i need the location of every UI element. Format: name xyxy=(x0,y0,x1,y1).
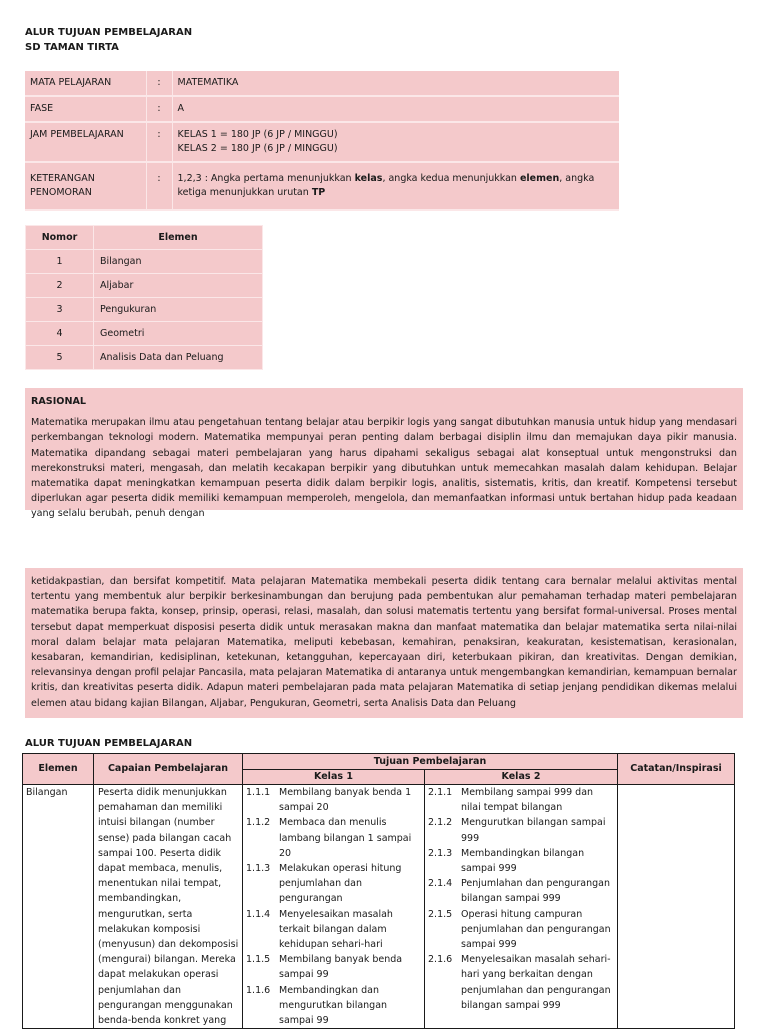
tp-text: Menyelesaikan masalah sehari-hari yang berkaitan dengan penjumlahan dan pengurangan bilangan sampai 999 xyxy=(461,954,611,1011)
table-row xyxy=(26,346,263,370)
hours-kelas-2: KELAS 2 = 180 JP (6 JP / MINGGU) xyxy=(177,143,338,154)
tp-text: Membilang banyak benda 1 sampai 20 xyxy=(279,787,412,814)
col-header-capaian: Capaian Pembelajaran xyxy=(94,754,243,785)
tp-text: Membandingkan bilangan sampai 999 xyxy=(461,847,585,875)
element-name: Pengukuran xyxy=(94,298,263,322)
numbering-tp: TP xyxy=(311,187,326,198)
tp-text: Membandingkan dan mengurutkan bilangan sampai 99 xyxy=(279,984,388,1027)
tp-number: 1.1.2 xyxy=(246,817,271,829)
tp-text: Membilang banyak benda sampai 99 xyxy=(279,954,403,981)
school-name: SD TAMAN TIRTA xyxy=(25,42,119,53)
list-item xyxy=(428,952,614,1013)
table-row xyxy=(26,250,263,274)
list-item xyxy=(428,846,614,876)
table-row xyxy=(26,298,263,322)
tp-number: 2.1.5 xyxy=(428,908,453,920)
tp-text: Penjumlahan dan pengurangan bilangan sampai 999 xyxy=(461,878,610,905)
col-header-catatan: Catatan/Inspirasi xyxy=(618,754,735,785)
document-header xyxy=(25,25,192,55)
atp-table xyxy=(22,753,735,1029)
element-name: Analisis Data dan Peluang xyxy=(94,346,263,370)
info-row-numbering xyxy=(25,162,619,210)
tp-text: Operasi hitung campuran penjumlahan dan pengurangan sampai 999 xyxy=(461,908,611,951)
atp-title: ALUR TUJUAN PEMBELAJARAN xyxy=(25,738,193,749)
info-row-subject xyxy=(25,71,619,96)
element-name: Geometri xyxy=(94,322,263,346)
tp-number: 2.1.6 xyxy=(428,954,453,966)
element-name: Bilangan xyxy=(94,250,263,274)
rasional-title: RASIONAL xyxy=(31,396,87,407)
element-number: 5 xyxy=(26,346,94,370)
tp-number: 1.1.6 xyxy=(246,984,271,996)
hours-kelas-1: KELAS 1 = 180 JP (6 JP / MINGGU) xyxy=(177,129,338,140)
list-item xyxy=(428,785,614,815)
info-value: A xyxy=(172,96,619,122)
info-label: KETERANGAN PENOMORAN xyxy=(25,162,146,210)
tp-text: Membaca dan menulis lambang bilangan 1 sampai 20 xyxy=(279,817,412,859)
info-label: JAM PEMBELAJARAN xyxy=(25,122,146,162)
element-number: 4 xyxy=(26,322,94,346)
list-item xyxy=(246,861,421,907)
element-number: 3 xyxy=(26,298,94,322)
tp-text: Menyelesaikan masalah terkait bilangan dalam kehidupan sehari-hari xyxy=(279,908,393,951)
col-header-nomor: Nomor xyxy=(26,226,94,250)
info-value xyxy=(172,122,619,162)
numbering-text: , angka kedua menunjukkan xyxy=(382,173,520,184)
info-row-hours xyxy=(25,122,619,162)
atp-catatan-cell xyxy=(618,785,735,1029)
col-header-kelas-1: Kelas 1 xyxy=(243,769,425,785)
list-item xyxy=(246,952,421,982)
list-item xyxy=(428,907,614,953)
rasional-continuation xyxy=(25,568,743,718)
atp-kelas-2-cell xyxy=(425,785,618,1029)
document-title: ALUR TUJUAN PEMBELAJARAN xyxy=(25,27,193,38)
table-row xyxy=(26,322,263,346)
col-header-kelas-2: Kelas 2 xyxy=(425,769,618,785)
tp-number: 1.1.4 xyxy=(246,908,271,920)
list-item xyxy=(246,983,421,1029)
element-name: Aljabar xyxy=(94,274,263,298)
col-header-tujuan: Tujuan Pembelajaran xyxy=(243,754,618,770)
atp-kelas-1-cell xyxy=(243,785,425,1029)
info-row-phase xyxy=(25,96,619,122)
info-separator: : xyxy=(146,162,172,210)
numbering-digits: 1,2,3 xyxy=(177,173,202,184)
list-item xyxy=(246,907,421,953)
elements-table xyxy=(25,225,263,370)
col-header-elemen: Elemen xyxy=(94,226,263,250)
tp-number: 1.1.1 xyxy=(246,787,271,798)
info-label: FASE xyxy=(25,96,146,122)
rasional-paragraph-part1: Matematika merupakan ilmu atau pengetahuan tentang belajar atau berpikir logis yang sangat dibutuhkan manusia untuk hidup yang mendasari perkembangan teknologi modern. Matematika mempunyai peran penting dalam berbagai disiplin ilmu dan memajukan daya pikir manusia. Matematika dipandang sebagai materi pembelajaran yang harus dipahami sekaligus sebagai alat konseptual untuk mengonstruksi dan merekonstruksi materi, mengasah, dan melatih kecakapan berpikir yang dibutuhkan untuk memecahkan masalah dalam kehidupan. Belajar matematika dapat meningkatkan kemampuan peserta didik dalam berpikir logis, analitis, sistematis, kritis, dan kreatif. Kompetensi tersebut diperlukan agar peserta didik memiliki kemampuan memperoleh, mengelola, dan memanfaatkan informasi untuk bertahan hidup pada keadaan yang selalu berubah, penuh dengan xyxy=(31,417,737,520)
tp-number: 1.1.5 xyxy=(246,954,271,966)
info-value: MATEMATIKA xyxy=(172,71,619,96)
info-separator: : xyxy=(146,122,172,162)
numbering-text: , angka ketiga menunjukkan urutan xyxy=(177,173,595,198)
atp-header-row xyxy=(23,754,735,770)
rasional-section xyxy=(25,388,743,520)
atp-elemen-cell: Bilangan xyxy=(23,785,94,1029)
info-label: MATA PELAJARAN xyxy=(25,71,146,96)
atp-capaian-cell: Peserta didik menunjukkan pemahaman dan memiliki intuisi bilangan (number sense) pada bilangan cacah sampai 100. Peserta didik dapat membaca, menulis, menentukan nilai tempat, membandingkan, mengurutkan, serta melakukan komposisi (menyusun) dan dekomposisi (mengurai) bilangan. Mereka dapat melakukan operasi penjumlahan dan pengurangan menggunakan benda-benda konkret yang xyxy=(94,785,243,1029)
list-item xyxy=(246,785,421,815)
numbering-text: : Angka pertama menunjukkan xyxy=(201,173,355,184)
tp-number: 2.1.4 xyxy=(428,878,453,890)
table-row xyxy=(26,274,263,298)
info-value xyxy=(172,162,619,210)
list-item xyxy=(428,815,614,845)
tp-text: Mengurutkan bilangan sampai 999 xyxy=(461,817,606,844)
tp-number: 2.1.1 xyxy=(428,787,453,798)
table-row xyxy=(23,785,735,1029)
list-item xyxy=(246,815,421,861)
elements-header-row xyxy=(26,226,263,250)
numbering-kelas: kelas xyxy=(354,173,383,184)
numbering-elemen: elemen xyxy=(519,173,560,184)
col-header-elemen: Elemen xyxy=(23,754,94,785)
element-number: 2 xyxy=(26,274,94,298)
info-separator: : xyxy=(146,71,172,96)
tp-text: Melakukan operasi hitung penjumlahan dan pengurangan xyxy=(279,863,402,905)
tp-number: 2.1.3 xyxy=(428,847,453,859)
element-number: 1 xyxy=(26,250,94,274)
tp-number: 1.1.3 xyxy=(246,863,271,875)
info-separator: : xyxy=(146,96,172,122)
tp-text: Membilang sampai 999 dan nilai tempat bilangan xyxy=(461,787,594,814)
rasional-paragraph-part2: ketidakpastian, dan bersifat kompetitif. Mata pelajaran Matematika membekali peserta didik tentang cara bernalar melalui aktivitas mental tertentu yang membentuk alur berpikir berkesinambungan dan berujung pada pembentukan alur pemahaman terhadap materi pembelajaran matematika berupa fakta, konsep, prinsip, operasi, relasi, masalah, dan solusi matematis tertentu yang bersifat formal-universal. Proses mental tersebut dapat memperkuat disposisi peserta didik untuk merasakan makna dan manfaat matematika dan belajar matematika serta nilai-nilai moral dalam belajar mata pelajaran Matematika, meliputi kebebasan, kemahiran, penaksiran, keakuratan, kesistematisan, kerasionalan, kesabaran, kemandirian, kedisiplinan, ketekunan, ketangguhan, kepercayaan diri, keterbukaan pikiran, dan kreativitas. Dengan demikian, relevansinya dengan profil pelajar Pancasila, mata pelajaran Matematika di antaranya untuk mengembangkan kemandirian, kemampuan bernalar kritis, dan kreativitas peserta didik. Adapun materi pembelajaran pada mata pelajaran Matematika di setiap jenjang pendidikan dikemas melalui elemen atau bidang kajian Bilangan, Aljabar, Pengukuran, Geometri, serta Analisis Data dan Peluang xyxy=(31,576,737,709)
list-item xyxy=(428,876,614,906)
info-table xyxy=(25,71,619,211)
tp-number: 2.1.2 xyxy=(428,817,453,829)
